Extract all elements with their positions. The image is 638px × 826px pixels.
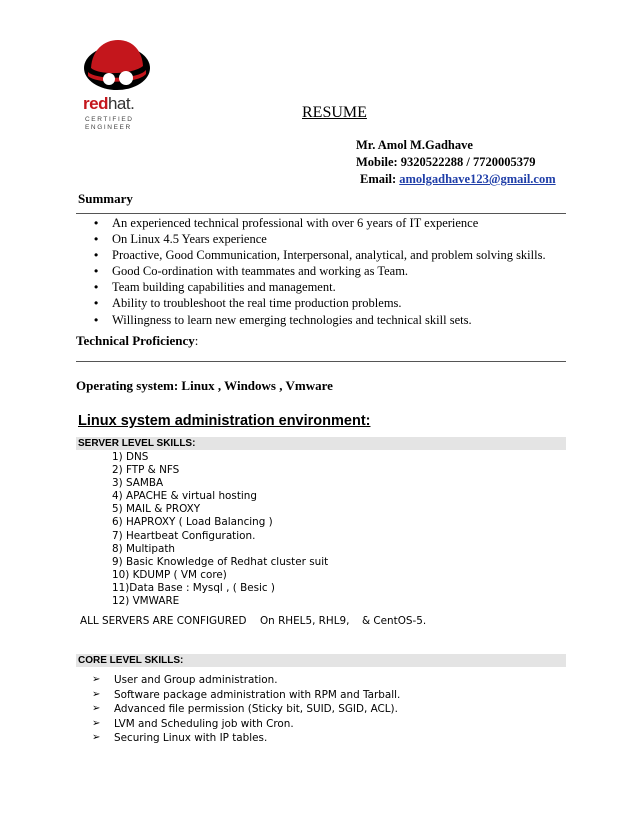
summary-item: • Ability to troubleshoot the real time production problems.	[92, 295, 546, 311]
configured-text: ALL SERVERS ARE CONFIGURED	[80, 615, 247, 627]
redhat-hat-icon	[82, 34, 152, 96]
email-link[interactable]: amolgadhave123@gmail.com	[399, 172, 556, 186]
resume-title: RESUME	[302, 104, 367, 121]
summary-item: • An experienced technical professional with over 6 years of IT experience	[92, 215, 546, 231]
logo-engineer-text: ENGINEER	[85, 124, 132, 131]
summary-item: • Team building capabilities and management.	[92, 279, 546, 295]
servers-configured-line	[80, 615, 426, 627]
server-skill-item: 8) Multipath	[112, 542, 175, 555]
server-skill-item: 5) MAIL & PROXY	[112, 503, 201, 516]
summary-item: • On Linux 4.5 Years experience	[92, 231, 546, 247]
server-skill-item: 2) FTP & NFS	[112, 464, 180, 477]
server-skill-item: 12) VMWARE	[112, 595, 180, 608]
summary-item: • Proactive, Good Communication, Interpersonal, analytical, and problem solving skills.	[92, 247, 546, 263]
summary-item: • Willingness to learn new emerging technologies and technical skill sets.	[92, 312, 546, 328]
server-skill-item: 6) HAPROXY ( Load Balancing )	[112, 516, 273, 529]
core-skill-item: ➢ LVM and Scheduling job with Cron.	[92, 717, 400, 732]
server-skill-item: 11)Data Base : Mysql , ( Besic )	[112, 581, 275, 594]
server-skill-item: 7) Heartbeat Configuration.	[112, 529, 256, 542]
server-skill-item: 3) SAMBA	[112, 477, 164, 490]
contact-name: Mr. Amol M.Gadhave	[356, 138, 473, 152]
core-skill-item: ➢ Securing Linux with IP tables.	[92, 731, 400, 746]
server-skill-item: 1) DNS	[112, 451, 149, 463]
configured-centos: & CentOS-5.	[362, 615, 427, 627]
email-label: Email:	[360, 172, 397, 186]
technical-proficiency-heading: Technical Proficiency:	[76, 333, 199, 348]
summary-heading: Summary	[78, 191, 133, 206]
core-skill-item: ➢ Software package administration with RPM and Tarball.	[92, 688, 400, 703]
server-skill-item: 4) APACHE & virtual hosting	[112, 490, 257, 503]
summary-list	[92, 215, 546, 328]
contact-email-line	[360, 171, 556, 188]
technical-divider	[76, 361, 566, 362]
contact-mobile: Mobile: 9320522288 / 7720005379	[356, 155, 536, 169]
environment-heading: Linux system administration environment:	[78, 413, 371, 429]
core-skills-list	[92, 673, 400, 746]
operating-system-line: Operating system: Linux , Windows , Vmware	[76, 378, 333, 393]
server-skills-list	[112, 451, 328, 608]
server-skill-item: 10) KDUMP ( VM core)	[112, 568, 227, 581]
summary-item: • Good Co-ordination with teammates and working as Team.	[92, 263, 546, 279]
core-skills-heading: CORE LEVEL SKILLS:	[76, 654, 566, 667]
core-skill-item: ➢ Advanced file permission (Sticky bit, SUID, SGID, ACL).	[92, 702, 400, 717]
core-skill-item: ➢ User and Group administration.	[92, 673, 400, 688]
configured-os-list: On RHEL5, RHL9,	[260, 615, 350, 627]
logo-certified-text: CERTIFIED	[85, 116, 134, 123]
logo-wordmark: redhat.	[83, 94, 135, 113]
server-skills-heading: SERVER LEVEL SKILLS:	[76, 437, 566, 450]
server-skill-item: 9) Basic Knowledge of Redhat cluster suit	[112, 555, 329, 568]
summary-divider	[76, 213, 566, 214]
redhat-certified-logo	[78, 30, 156, 134]
